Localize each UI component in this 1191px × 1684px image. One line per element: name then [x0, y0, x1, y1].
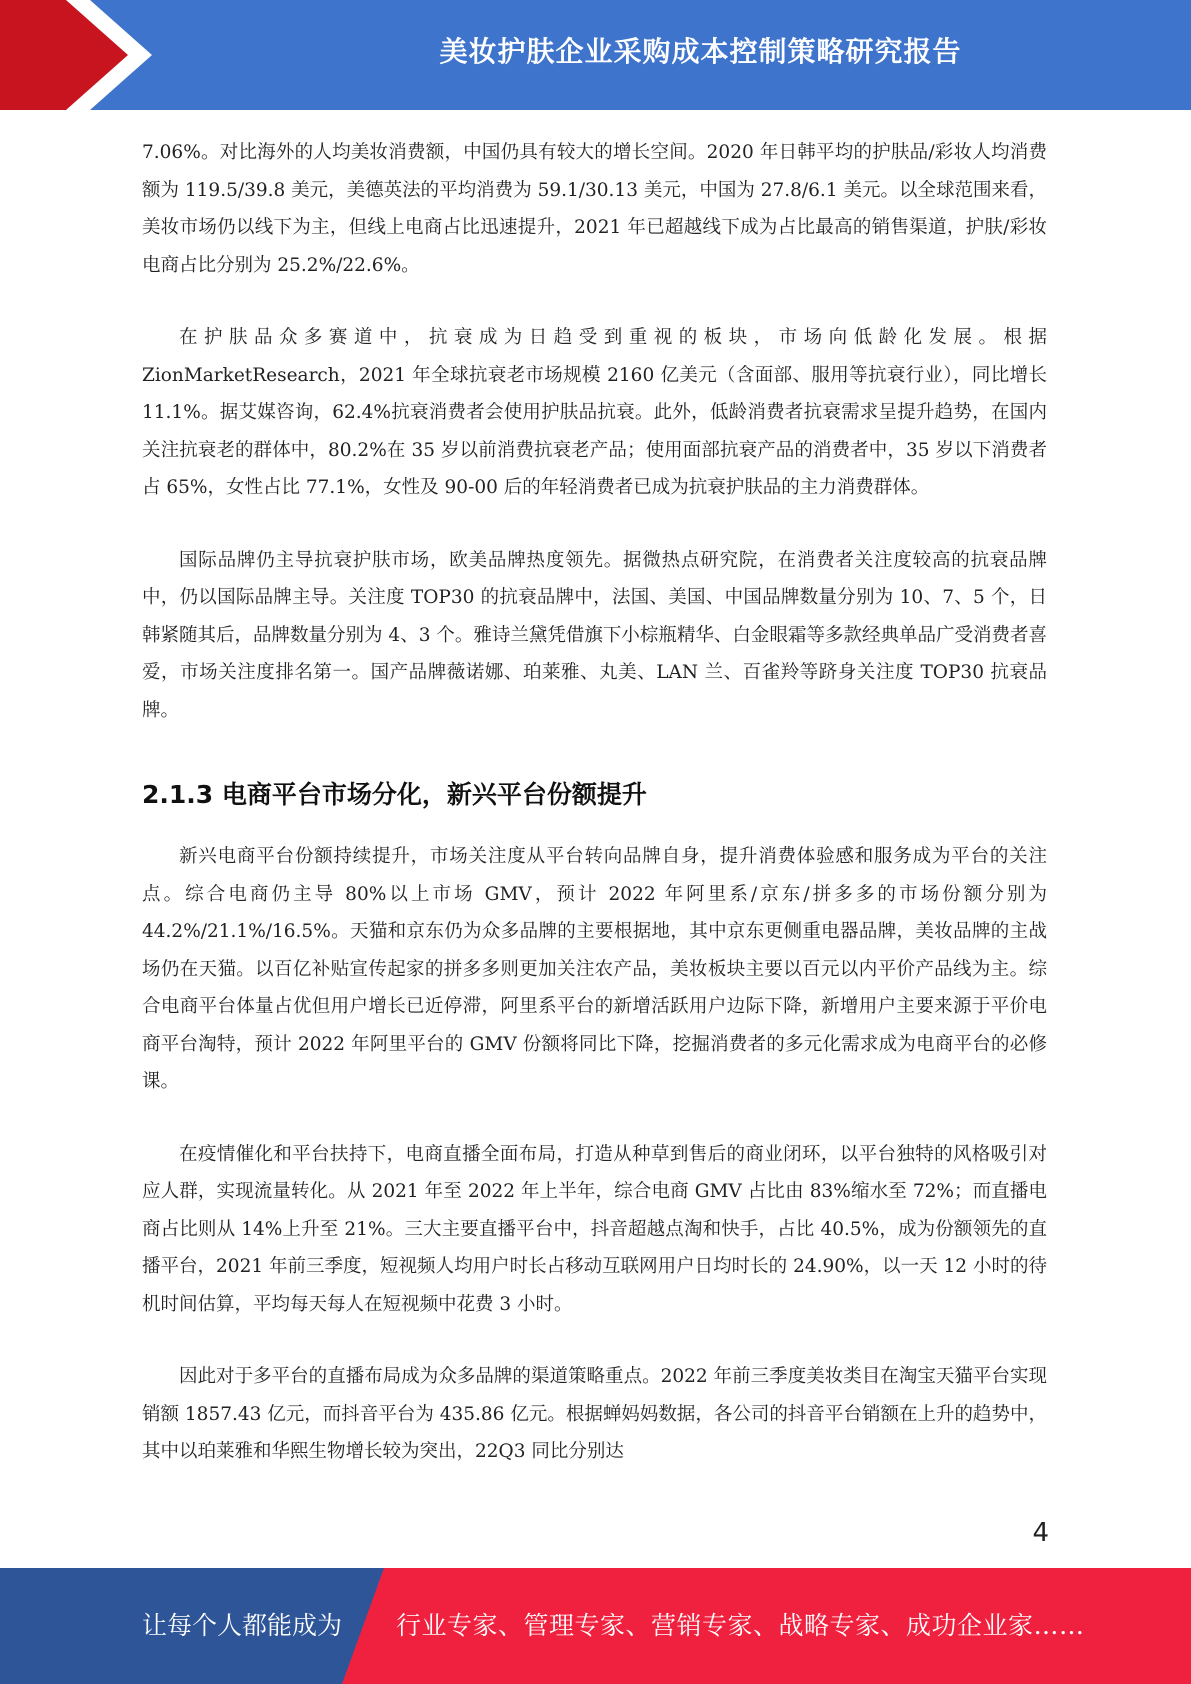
paragraph-international-brands: 国际品牌仍主导抗衰护肤市场，欧美品牌热度领先。据微热点研究院，在消费者关注度较高的抗衰品牌中，仍以国际品牌主导。关注度 TOP30 的抗衰品牌中，法国、美国、中国品牌数量分别为 10、7、5 个，日韩紧随其后，品牌数量分别为 4、3 个。雅诗兰黛凭借旗下小棕瓶精华、白金眼霜等多款经典单品广受消费者喜爱，市场关注度排名第一。国产品牌薇诺娜、珀莱雅、丸美、LAN 兰、百雀羚等跻身关注度 TOP30 抗衰品牌。	[142, 549, 1047, 721]
page-number: 4	[1032, 1518, 1049, 1548]
footer-slogan-right: 行业专家、管理专家、营销专家、战略专家、成功企业家……	[396, 1611, 1085, 1640]
paragraph-continued: 7.06%。对比海外的人均美妆消费额，中国仍具有较大的增长空间。2020 年日韩平均的护肤品/彩妆人均消费额为 119.5/39.8 美元，美德英法的平均消费为 59.1/30.13 美元，中国为 27.8/6.1 美元。以全球范围来看，美妆市场仍以线下为主，但线上电商占比迅速提升，2021 年已超越线下成为占比最高的销售渠道，护肤/彩妆电商占比分别为 25.2%/22.6%。	[142, 142, 1047, 276]
report-body	[142, 134, 1047, 1506]
report-title: 美妆护肤企业采购成本控制策略研究报告	[439, 35, 962, 68]
footer-slogan-left: 让每个人都能成为	[142, 1611, 343, 1640]
paragraph-multi-platform: 因此对于多平台的直播布局成为众多品牌的渠道策略重点。2022 年前三季度美妆类目在淘宝天猫平台实现销额 1857.43 亿元，而抖音平台为 435.86 亿元。根据蝉妈妈数据，各公司的抖音平台销额在上升的趋势中，其中以珀莱雅和华熙生物增长较为突出，22Q3 同比分别达	[142, 1366, 1047, 1462]
page-footer	[0, 1568, 1191, 1684]
section-heading: 2.1.3 电商平台市场分化，新兴平台份额提升	[142, 780, 647, 809]
header-red-arrow	[0, 0, 150, 110]
paragraph-anti-aging-market: 在护肤品众多赛道中，抗衰成为日趋受到重视的板块，市场向低龄化发展。根据 ZionMarketResearch，2021 年全球抗衰老市场规模 2160 亿美元（含面部、服用等抗衰行业），同比增长 11.1%。据艾媒咨询，62.4%抗衰消费者会使用护肤品抗衰。此外，低龄消费者抗衰需求呈提升趋势，在国内关注抗衰老的群体中，80.2%在 35 岁以前消费抗衰老产品；使用面部抗衰产品的消费者中，35 岁以下消费者占 65%，女性占比 77.1%，女性及 90-00 后的年轻消费者已成为抗衰护肤品的主力消费群体。	[142, 327, 1047, 498]
page-header	[0, 0, 1191, 110]
paragraph-ecommerce-share: 新兴电商平台份额持续提升，市场关注度从平台转向品牌自身，提升消费体验感和服务成为平台的关注点。综合电商仍主导 80%以上市场 GMV，预计 2022 年阿里系/京东/拼多多的市场份额分别为 44.2%/21.1%/16.5%。天猫和京东仍为众多品牌的主要根据地，其中京东更侧重电器品牌，美妆品牌的主战场仍在天猫。以百亿补贴宣传起家的拼多多则更加关注农产品，美妆板块主要以百元以内平价产品线为主。综合电商平台体量占优但用户增长已近停滞，阿里系平台的新增活跃用户边际下降，新增用户主要来源于平价电商平台淘特，预计 2022 年阿里平台的 GMV 份额将同比下降，挖掘消费者的多元化需求成为电商平台的必修课。	[142, 846, 1047, 1092]
paragraph-live-streaming: 在疫情催化和平台扶持下，电商直播全面布局，打造从种草到售后的商业闭环，以平台独特的风格吸引对应人群，实现流量转化。从 2021 年至 2022 年上半年，综合电商 GMV 占比由 83%缩水至 72%；而直播电商占比则从 14%上升至 21%。三大主要直播平台中，抖音超越点淘和快手，占比 40.5%，成为份额领先的直播平台，2021 年前三季度，短视频人均用户时长占移动互联网用户日均时长的 24.90%，以一天 12 小时的待机时间估算，平均每天每人在短视频中花费 3 小时。	[142, 1143, 1047, 1315]
